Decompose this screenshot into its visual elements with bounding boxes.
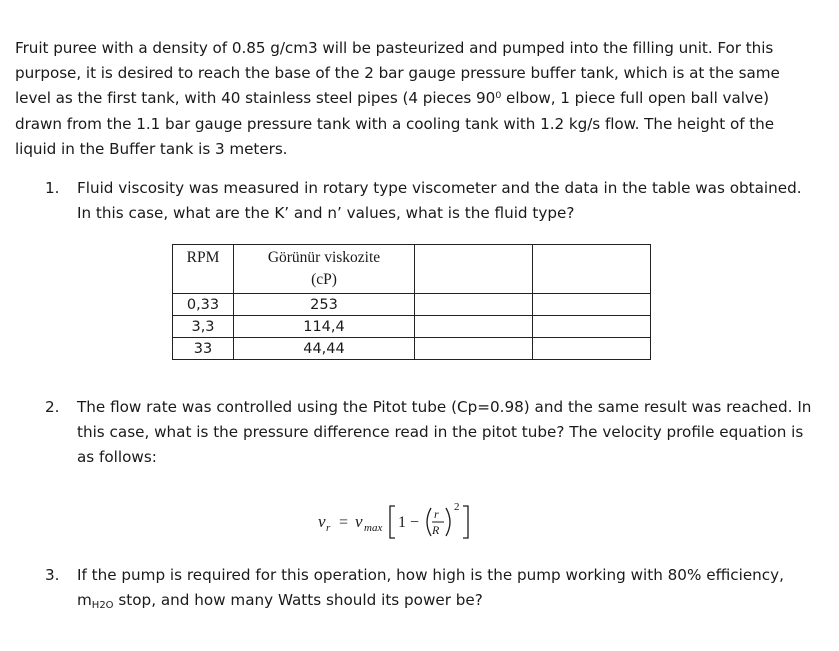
cell-rpm: 0,33 (173, 294, 234, 316)
question-3-subscript: H2O (91, 600, 114, 612)
formula-right-bracket (463, 506, 468, 538)
header-viscosity-unit: (cP) (311, 271, 337, 288)
table-row (173, 316, 651, 338)
header-apparent-viscosity-label: Görünür viskozite (267, 249, 381, 266)
cell-viscosity: 253 (234, 294, 415, 316)
formula-rhs-sub: max (364, 522, 383, 534)
question-3-text-start: If the pump is required for this operation, how high is the pump working with 80% efficiency, m (77, 566, 784, 610)
question-3 (45, 563, 815, 618)
question-2-number: 2. (45, 398, 60, 416)
velocity-profile-equation (318, 494, 528, 544)
cell-empty (533, 294, 651, 316)
question-3-text (77, 563, 815, 618)
cell-viscosity: 44,44 (234, 338, 415, 360)
question-3-text-end: stop, and how many Watts should its power be? (113, 591, 483, 610)
cell-rpm: 33 (173, 338, 234, 360)
question-1 (45, 176, 815, 226)
formula-equals: = (339, 514, 349, 531)
formula-lhs-sub: r (326, 522, 331, 534)
formula-right-paren (446, 508, 450, 536)
cell-viscosity: 114,4 (234, 316, 415, 338)
formula-R: R (432, 523, 440, 537)
cell-empty (533, 338, 651, 360)
formula-exponent: 2 (454, 501, 460, 513)
question-1-text: Fluid viscosity was measured in rotary type viscometer and the data in the table was obtained. In this case, what are the K’ and n’ values, what is the fluid type? (77, 179, 802, 223)
table-row (173, 294, 651, 316)
viscosity-table (172, 244, 651, 360)
table-header-row (173, 245, 651, 294)
header-apparent-viscosity (234, 245, 415, 294)
question-2-text: The flow rate was controlled using the Pitot tube (Cp=0.98) and the same result was reached. In this case, what is the pressure difference read in the pitot tube? The velocity profile equation is as follows: (77, 398, 812, 467)
formula-left-paren (427, 508, 431, 536)
cell-empty (415, 338, 533, 360)
formula-rhs-v: v (355, 512, 363, 531)
question-1-number: 1. (45, 179, 60, 197)
formula-left-bracket (390, 506, 395, 538)
question-2 (45, 395, 815, 471)
header-rpm: RPM (173, 245, 234, 294)
cell-rpm: 3,3 (173, 316, 234, 338)
formula-one: 1 (398, 514, 406, 531)
cell-empty (415, 316, 533, 338)
cell-empty (415, 294, 533, 316)
header-empty-1 (415, 245, 533, 294)
formula-r: r (434, 507, 439, 521)
problem-statement: Fruit puree with a density of 0.85 g/cm3 will be pasteurized and pumped into the filling unit. For this purpose, it is desired to reach the base of the 2 bar gauge pressure buffer tank, which is at the same level as the first tank, with 40 stainless steel pipes (4 pieces 90⁰ elbow, 1 piece full open ball valve) drawn from the 1.1 bar gauge pressure tank with a cooling tank with 1.2 kg/s flow. The height of the liquid in the Buffer tank is 3 meters. (15, 39, 780, 158)
table-row (173, 338, 651, 360)
header-empty-2 (533, 245, 651, 294)
question-3-number: 3. (45, 566, 60, 584)
formula-lhs-v: v (318, 512, 326, 531)
cell-empty (533, 316, 651, 338)
formula-minus: − (410, 514, 420, 531)
